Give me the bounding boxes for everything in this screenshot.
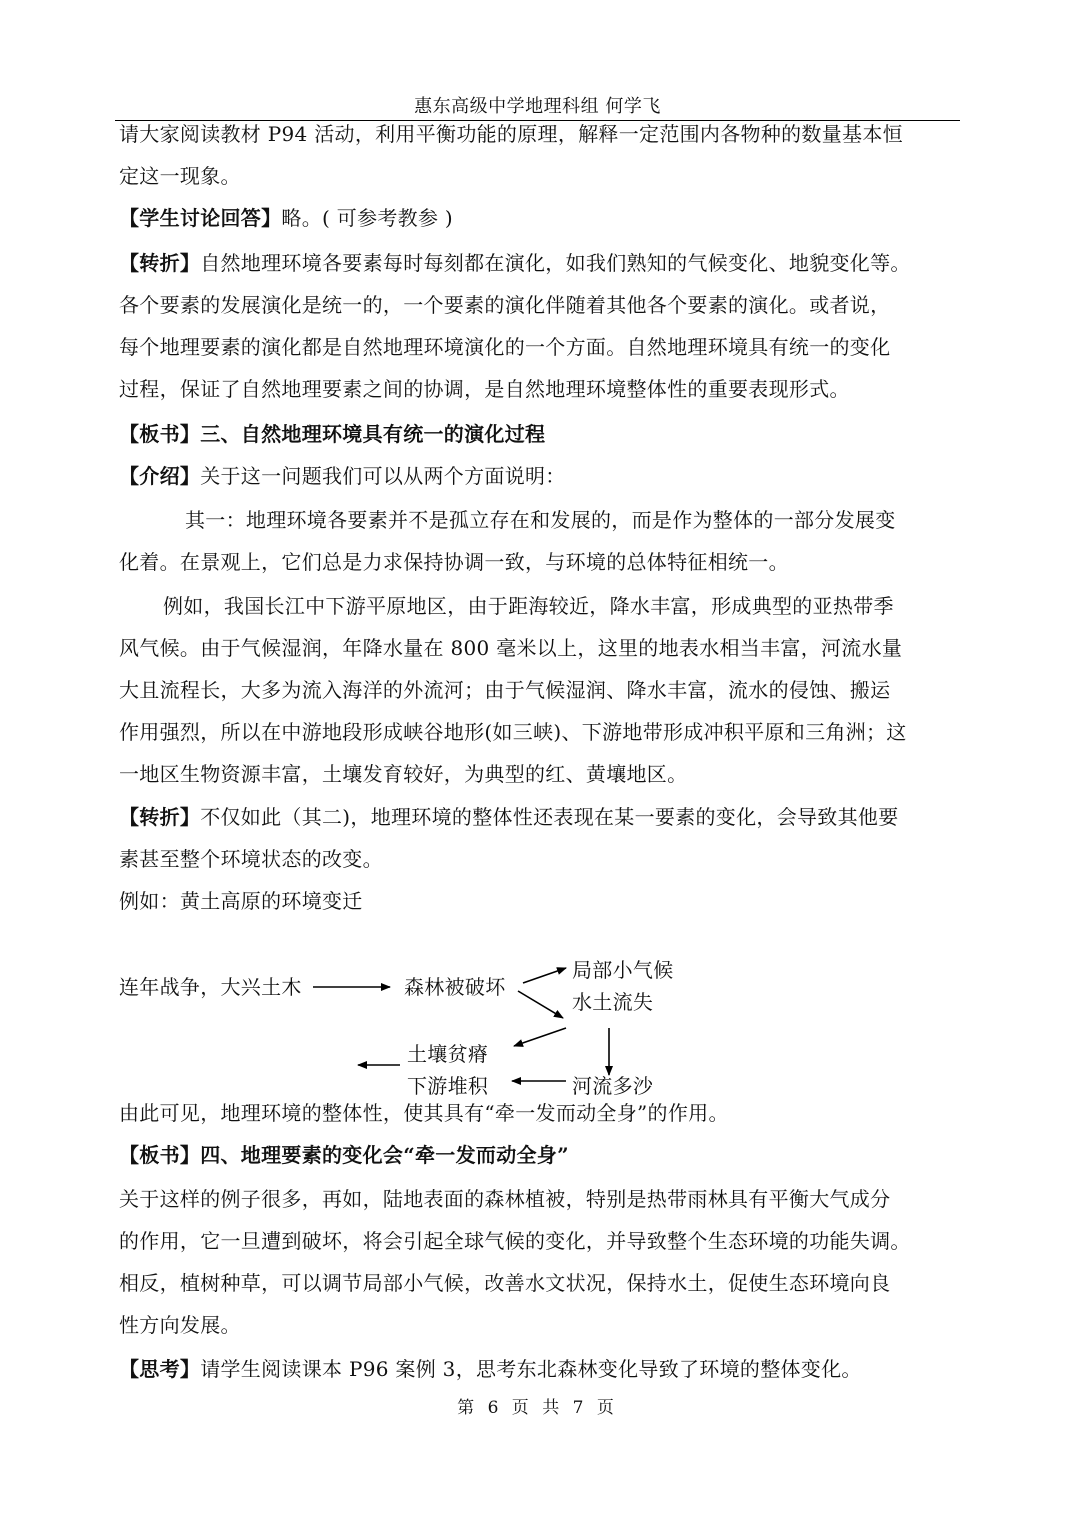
arrow-forest-to-erosion: [518, 991, 563, 1018]
arrow-erosion-to-soil: [514, 1028, 566, 1046]
line-text: 自然地理环境各要素每时每刻都在演化，如我们熟知的气候变化、地貌变化等。: [200, 251, 911, 275]
conclusion-line: 由此可见，地理环境的整体性，使其具有“牵一发而动全身”的作用。: [119, 1101, 729, 1125]
paragraph-line: 各个要素的发展演化是统一的，一个要素的演化伴随着其他各个要素的演化。或者说，: [119, 293, 891, 317]
paragraph-line: 素甚至整个环境状态的改变。: [119, 847, 383, 871]
paragraph-line: 其一：地理环境各要素并不是孤立存在和发展的，而是作为整体的一部分发展变: [185, 508, 896, 532]
section-label: 【转折】: [119, 805, 201, 829]
paragraph-line: 风气候。由于气候湿润，年降水量在 800 毫米以上，这里的地表水相当丰富，河流水量: [119, 636, 903, 660]
page-header-title: 惠东高级中学地理科组 何学飞: [414, 96, 661, 117]
flow-node-cause: 连年战争，大兴土木: [119, 975, 302, 999]
example-title: 例如：黄土高原的环境变迁: [119, 889, 363, 913]
line-text: 四、地理要素的变化会“牵一发而动全身”: [200, 1143, 569, 1167]
line-text: 不仅如此（其二)，地理环境的整体性还表现在某一要素的变化，会导致其他要: [200, 805, 899, 829]
paragraph-line: 性方向发展。: [119, 1313, 241, 1337]
line-text: 略。( 可参考教参 ): [281, 206, 454, 230]
arrow-forest-to-microclimate: [523, 968, 566, 983]
paragraph-line: 定这一现象。: [119, 164, 241, 188]
board-heading-4: [119, 1141, 964, 1169]
paragraph-line: 的作用，它一旦遭到破坏，将会引起全球气候的变化，并导致整个生态环境的功能失调。: [119, 1229, 911, 1253]
line-text: 三、自然地理环境具有统一的演化过程: [200, 422, 546, 446]
flow-node-microclimate: 局部小气候: [572, 958, 674, 982]
paragraph-line: 一地区生物资源丰富，土壤发育较好，为典型的红、黄壤地区。: [119, 762, 688, 786]
paragraph-line: 过程，保证了自然地理要素之间的协调，是自然地理环境整体性的重要表现形式。: [119, 377, 850, 401]
flow-node-river: 河流多沙: [572, 1074, 654, 1098]
section-label: 【介绍】: [119, 464, 201, 488]
page-footer: 第 6 页 共 7 页: [457, 1398, 618, 1418]
line-text: 请学生阅读课本 P96 案例 3，思考东北森林变化导致了环境的整体变化。: [200, 1357, 862, 1381]
flow-node-erosion: 水土流失: [572, 990, 654, 1014]
line-text: 关于这一问题我们可以从两个方面说明：: [200, 464, 566, 488]
paragraph-line: 大且流程长，大多为流入海洋的外流河；由于气候湿润、降水丰富，流水的侵蚀、搬运: [119, 678, 891, 702]
paragraph-line: 关于这样的例子很多，再如，陆地表面的森林植被，特别是热带雨林具有平衡大气成分: [119, 1187, 891, 1211]
flow-node-soil: 土壤贫瘠: [407, 1042, 489, 1066]
section-label: 【学生讨论回答】: [119, 206, 282, 230]
paragraph-line: 化着。在景观上，它们总是力求保持协调一致，与环境的总体特征相统一。: [119, 550, 789, 574]
flow-node-forest: 森林被破坏: [404, 975, 506, 999]
paragraph-line: 相反，植树种草，可以调节局部小气候，改善水文状况，保持水土，促使生态环境向良: [119, 1271, 891, 1295]
section-label: 【思考】: [119, 1357, 201, 1381]
flow-node-deposit: 下游堆积: [407, 1074, 489, 1098]
paragraph-line: 例如，我国长江中下游平原地区，由于距海较近，降水丰富，形成典型的亚热带季: [163, 594, 894, 618]
paragraph-line: 作用强烈，所以在中游地段形成峡谷地形(如三峡)、下游地带形成冲积平原和三角洲；这: [119, 720, 907, 744]
think-line: [119, 1355, 964, 1383]
paragraph-line: 每个地理要素的演化都是自然地理环境演化的一个方面。自然地理环境具有统一的变化: [119, 335, 891, 359]
section-label: 【转折】: [119, 251, 201, 275]
section-label: 【板书】: [119, 1143, 201, 1167]
paragraph-line: 请大家阅读教材 P94 活动，利用平衡功能的原理，解释一定范围内各物种的数量基本恒: [119, 122, 903, 146]
section-label: 【板书】: [119, 422, 201, 446]
